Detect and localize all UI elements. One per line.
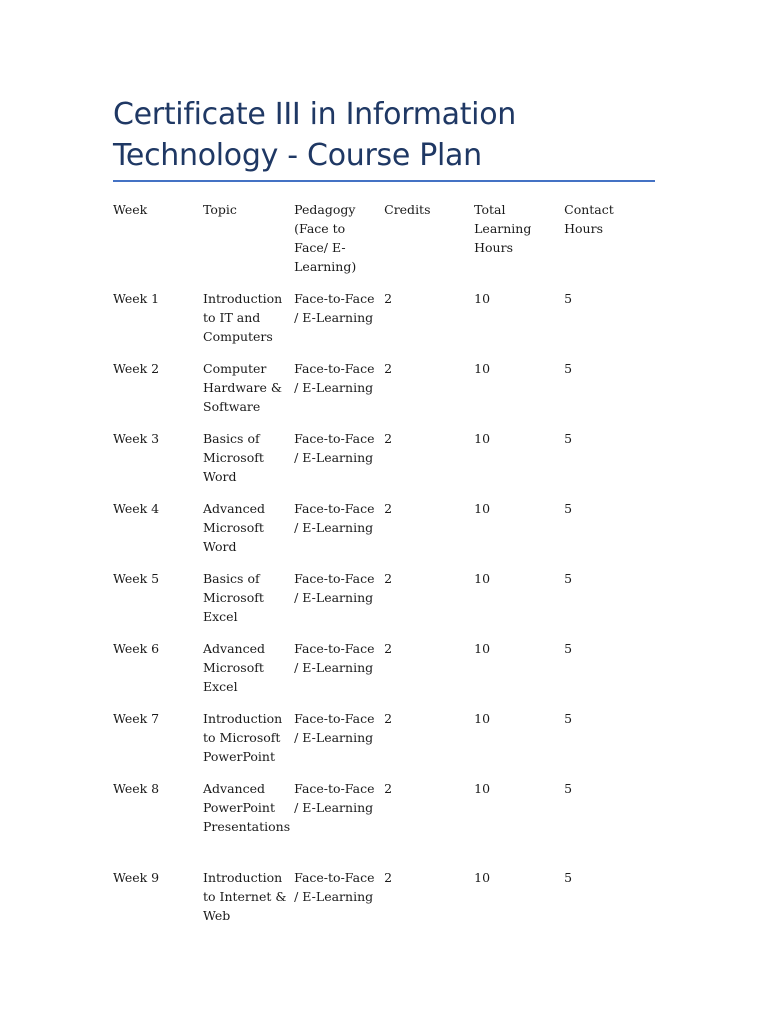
cell-week: Week 6 bbox=[113, 641, 160, 656]
cell-credits: 2 bbox=[384, 291, 393, 306]
table-row bbox=[113, 289, 654, 359]
header-pedagogy: Pedagogy (Face to Face/ E-Learning) bbox=[294, 202, 357, 274]
cell-pedagogy: Face-to-Face / E-Learning bbox=[294, 870, 375, 904]
cell-week: Week 9 bbox=[113, 870, 160, 885]
header-topic: Topic bbox=[203, 202, 237, 217]
page-title: Certificate III in Information Technology - Course Plan bbox=[113, 97, 516, 173]
cell-contact-hours: 5 bbox=[564, 361, 573, 376]
cell-week: Week 3 bbox=[113, 431, 160, 446]
cell-pedagogy: Face-to-Face / E-Learning bbox=[294, 781, 375, 815]
cell-contact-hours: 5 bbox=[564, 431, 573, 446]
header-total-learning-hours: Total Learning Hours bbox=[474, 202, 532, 255]
cell-topic: Advanced PowerPoint Presentations bbox=[203, 781, 291, 834]
table-row bbox=[113, 429, 654, 499]
header-credits: Credits bbox=[384, 202, 431, 217]
cell-topic: Basics of Microsoft Excel bbox=[203, 571, 264, 624]
cell-topic: Advanced Microsoft Word bbox=[203, 501, 265, 554]
table-row bbox=[113, 779, 654, 868]
cell-credits: 2 bbox=[384, 641, 393, 656]
cell-contact-hours: 5 bbox=[564, 711, 573, 726]
cell-pedagogy: Face-to-Face / E-Learning bbox=[294, 571, 375, 605]
cell-total-hours: 10 bbox=[474, 870, 491, 885]
title-underline bbox=[113, 180, 655, 182]
cell-topic: Advanced Microsoft Excel bbox=[203, 641, 265, 694]
cell-contact-hours: 5 bbox=[564, 870, 573, 885]
cell-topic: Introduction to Microsoft PowerPoint bbox=[203, 711, 283, 764]
cell-total-hours: 10 bbox=[474, 361, 491, 376]
cell-credits: 2 bbox=[384, 571, 393, 586]
cell-total-hours: 10 bbox=[474, 291, 491, 306]
cell-contact-hours: 5 bbox=[564, 291, 573, 306]
cell-week: Week 2 bbox=[113, 361, 160, 376]
cell-total-hours: 10 bbox=[474, 711, 491, 726]
cell-topic: Introduction to Internet & Web bbox=[203, 870, 287, 923]
header-week: Week bbox=[113, 202, 148, 217]
cell-week: Week 4 bbox=[113, 501, 160, 516]
cell-contact-hours: 5 bbox=[564, 571, 573, 586]
cell-pedagogy: Face-to-Face / E-Learning bbox=[294, 361, 375, 395]
cell-week: Week 5 bbox=[113, 571, 160, 586]
table-row bbox=[113, 709, 654, 779]
cell-week: Week 1 bbox=[113, 291, 160, 306]
cell-pedagogy: Face-to-Face / E-Learning bbox=[294, 431, 375, 465]
cell-pedagogy: Face-to-Face / E-Learning bbox=[294, 291, 375, 325]
cell-total-hours: 10 bbox=[474, 571, 491, 586]
cell-topic: Computer Hardware & Software bbox=[203, 361, 282, 414]
table-row bbox=[113, 499, 654, 569]
cell-credits: 2 bbox=[384, 781, 393, 796]
cell-pedagogy: Face-to-Face / E-Learning bbox=[294, 501, 375, 535]
cell-credits: 2 bbox=[384, 711, 393, 726]
cell-topic: Basics of Microsoft Word bbox=[203, 431, 264, 484]
table-row bbox=[113, 868, 654, 938]
cell-week: Week 8 bbox=[113, 781, 160, 796]
table-row bbox=[113, 639, 654, 709]
table-header-row bbox=[113, 200, 654, 289]
cell-credits: 2 bbox=[384, 501, 393, 516]
course-plan-table bbox=[113, 200, 654, 938]
cell-contact-hours: 5 bbox=[564, 781, 573, 796]
table-row bbox=[113, 569, 654, 639]
cell-total-hours: 10 bbox=[474, 641, 491, 656]
cell-total-hours: 10 bbox=[474, 501, 491, 516]
cell-topic: Introduction to IT and Computers bbox=[203, 291, 283, 344]
cell-pedagogy: Face-to-Face / E-Learning bbox=[294, 641, 375, 675]
cell-total-hours: 10 bbox=[474, 781, 491, 796]
cell-total-hours: 10 bbox=[474, 431, 491, 446]
cell-contact-hours: 5 bbox=[564, 501, 573, 516]
table-row bbox=[113, 359, 654, 429]
header-contact-hours: Contact Hours bbox=[564, 202, 614, 236]
cell-contact-hours: 5 bbox=[564, 641, 573, 656]
cell-credits: 2 bbox=[384, 431, 393, 446]
cell-pedagogy: Face-to-Face / E-Learning bbox=[294, 711, 375, 745]
cell-week: Week 7 bbox=[113, 711, 160, 726]
cell-credits: 2 bbox=[384, 361, 393, 376]
cell-credits: 2 bbox=[384, 870, 393, 885]
